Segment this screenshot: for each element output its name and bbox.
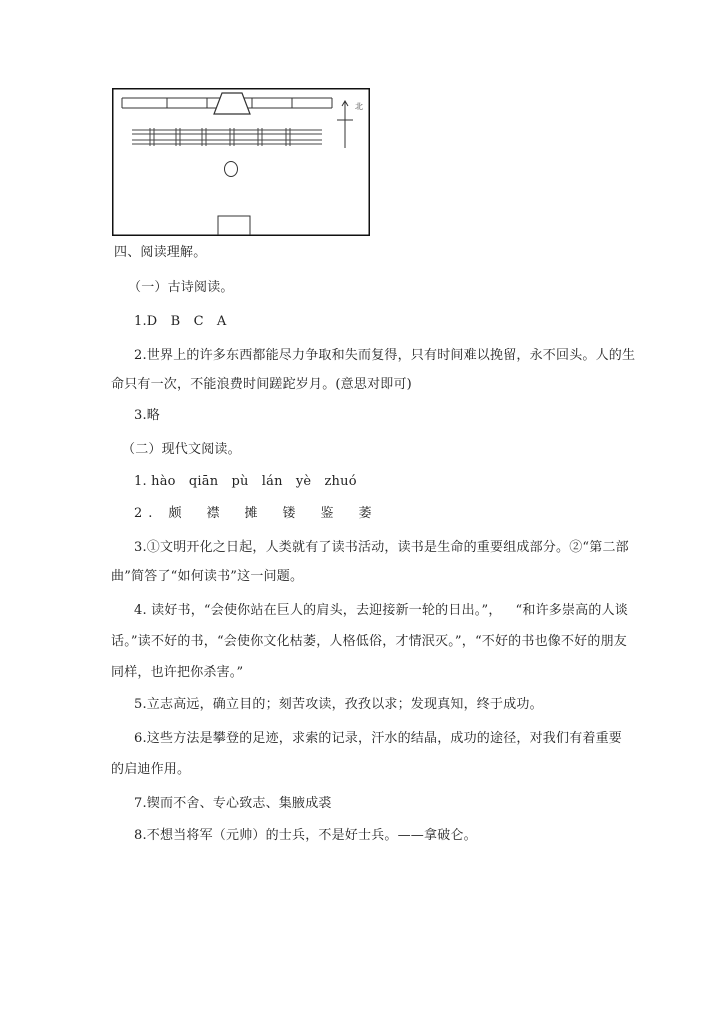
gate-trapezoid [214,93,250,114]
part1-answer-3: 3.略 [134,408,161,423]
layout-diagram [112,88,370,236]
part2-answer-8: 8.不想当将军（元帅）的士兵，不是好士兵。——拿破仑。 [134,828,477,843]
section-title: 四、阅读理解。 [114,245,207,260]
part2-answer-5: 5.立志高远，确立目的；刻苦攻读，孜孜以求；发现真知，终于成功。 [134,697,543,712]
desk-rows [132,128,322,146]
part1-answer-2-line1: 2.世界上的许多东西都能尽力争取和失而复得，只有时间难以挽留，永不回头。人的生 [134,348,636,363]
part2-answer-4-line1a: 4. 读好书，“会使你站在巨人的肩头，去迎接新一轮的日出。”， [134,603,502,618]
part2-answer-3-line1: 3.①文明开化之日起，人类就有了读书活动，读书是生命的重要组成部分。②“第二部 [134,540,629,555]
circle-marker [225,162,238,177]
part2-heading: （二）现代文阅读。 [122,442,241,457]
part2-answer-3-line2: 曲”简答了“如何读书”这一问题。 [111,569,304,584]
part2-answer-6-line1: 6.这些方法是攀登的足迹，求索的记录，汗水的结晶，成功的途径，对我们有着重要 [134,731,623,746]
part1-answer-1: 1.D B C A [134,314,227,329]
part1-heading: （一）古诗阅读。 [128,280,234,295]
part2-answer-4-line2: 话。”读不好的书，“会使你文化枯萎，人格低俗，才情泯灭。”，“不好的书也像不好的朋友 [111,634,627,649]
part2-answer-2: 2. 颇 襟 摊 镂 鉴 萎 [134,506,378,521]
part2-answer-4-line1b: “和许多崇高的人谈 [515,603,628,618]
north-label: 北 [355,102,363,111]
part2-answer-4-line1 [134,601,628,621]
part1-answer-2-line2: 命只有一次，不能浪费时间蹉跎岁月。(意思对即可) [111,377,412,392]
part2-answer-1: 1. hào qiān pù lán yè zhuó [134,474,357,489]
north-arrow-icon [337,101,353,148]
part2-answer-6-line2: 的启迪作用。 [111,762,191,777]
part2-answer-7: 7.锲而不舍、专心致志、集腋成裘 [134,796,332,811]
part2-answer-4-line3: 同样，也许把你杀害。” [111,665,244,680]
bottom-building [218,216,250,235]
